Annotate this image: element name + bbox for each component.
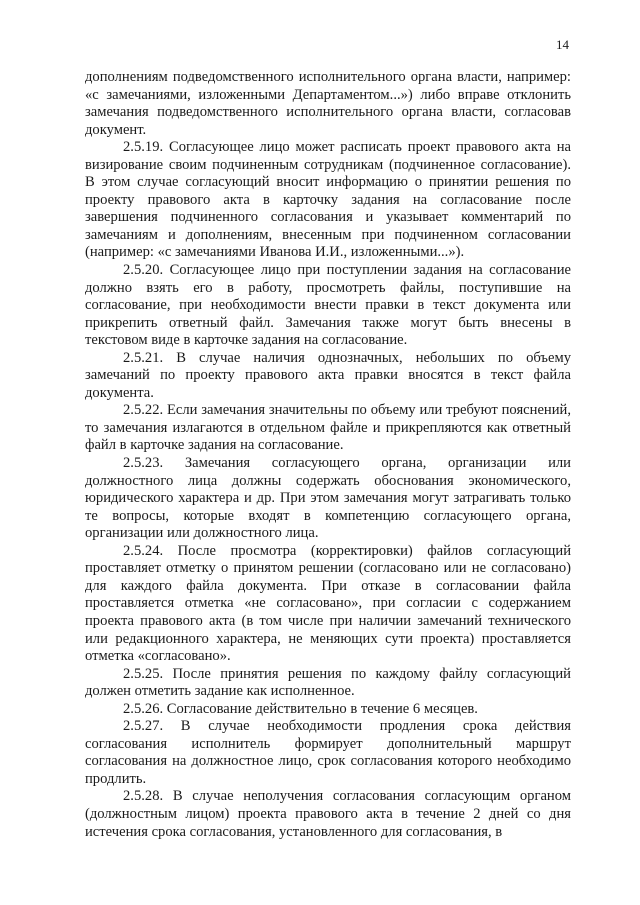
paragraph-2-5-24: 2.5.24. После просмотра (корректировки) файлов согласующий проставляет отметку о принятом решении (согласовано или не согласовано) для каждого файла документа. При отказе в согласовании файла проставляется отметка «не согласовано», при согласии с содержанием проекта правового акта (в том числе при наличии замечаний технического или редакционного характера, не меняющих сути проекта) проставляется отметка «согласовано». (85, 542, 571, 665)
page-number: 14 (556, 37, 569, 52)
paragraph-2-5-27: 2.5.27. В случае необходимости продления срока действия согласования исполнитель формирует дополнительный маршрут согласования на должностное лицо, срок согласования которого необходимо продлить. (85, 718, 571, 787)
paragraph-2-5-25: 2.5.25. После принятия решения по каждому файлу согласующий должен отметить задание как исполненное. (85, 665, 571, 700)
paragraph-2-5-26: 2.5.26. Согласование действительно в течение 6 месяцев. (123, 700, 478, 717)
document-body (85, 69, 571, 841)
paragraph-2-5-22: 2.5.22. Если замечания значительны по объему или требуют пояснений, то замечания излагаются в отдельном файле и прикрепляются как ответный файл в карточке задания на согласование. (85, 402, 571, 454)
paragraph-2-5-19: 2.5.19. Согласующее лицо может расписать проект правового акта на визирование своим подчиненным сотрудникам (подчиненное согласование). В этом случае согласующий вносит информацию о принятии решения по проекту правового акта в карточку задания на согласование после завершения подчиненного согласования и указывает комментарий по замечаниям и дополнениям, внесенным при подчиненном согласовании (например: «с замечаниями Иванова И.И., изложенными...»). (85, 139, 571, 261)
paragraph-2-5-28: 2.5.28. В случае неполучения согласования согласующим органом (должностным лицом) проекта правового акта в течение 2 дней со дня истечения срока согласования, установленного для согласования, в (85, 788, 571, 840)
paragraph-continuation: дополнениям подведомственного исполнительного органа власти, например: «с замечаниями, изложенными Департаментом...») либо вправе отклонить замечания подведомственного исполнительного органа власти, согласовав документ. (85, 69, 571, 138)
paragraph-2-5-20: 2.5.20. Согласующее лицо при поступлении задания на согласование должно взять его в работу, просмотреть файлы, поступившие на согласование, при необходимости внести правки в текст документа или прикрепить ответный файл. Замечания также могут быть внесены в текстовом виде в карточке задания на согласование. (85, 262, 571, 349)
paragraph-2-5-21: 2.5.21. В случае наличия однозначных, небольших по объему замечаний по проекту правового акта правки вносятся в текст файла документа. (85, 349, 571, 401)
paragraph-2-5-23: 2.5.23. Замечания согласующего органа, организации или должностного лица должны содержать обоснования экономического, юридического характера и др. При этом замечания могут затрагивать только те вопросы, которые входят в компетенцию согласующего органа, организации или должностного лица. (85, 455, 571, 542)
